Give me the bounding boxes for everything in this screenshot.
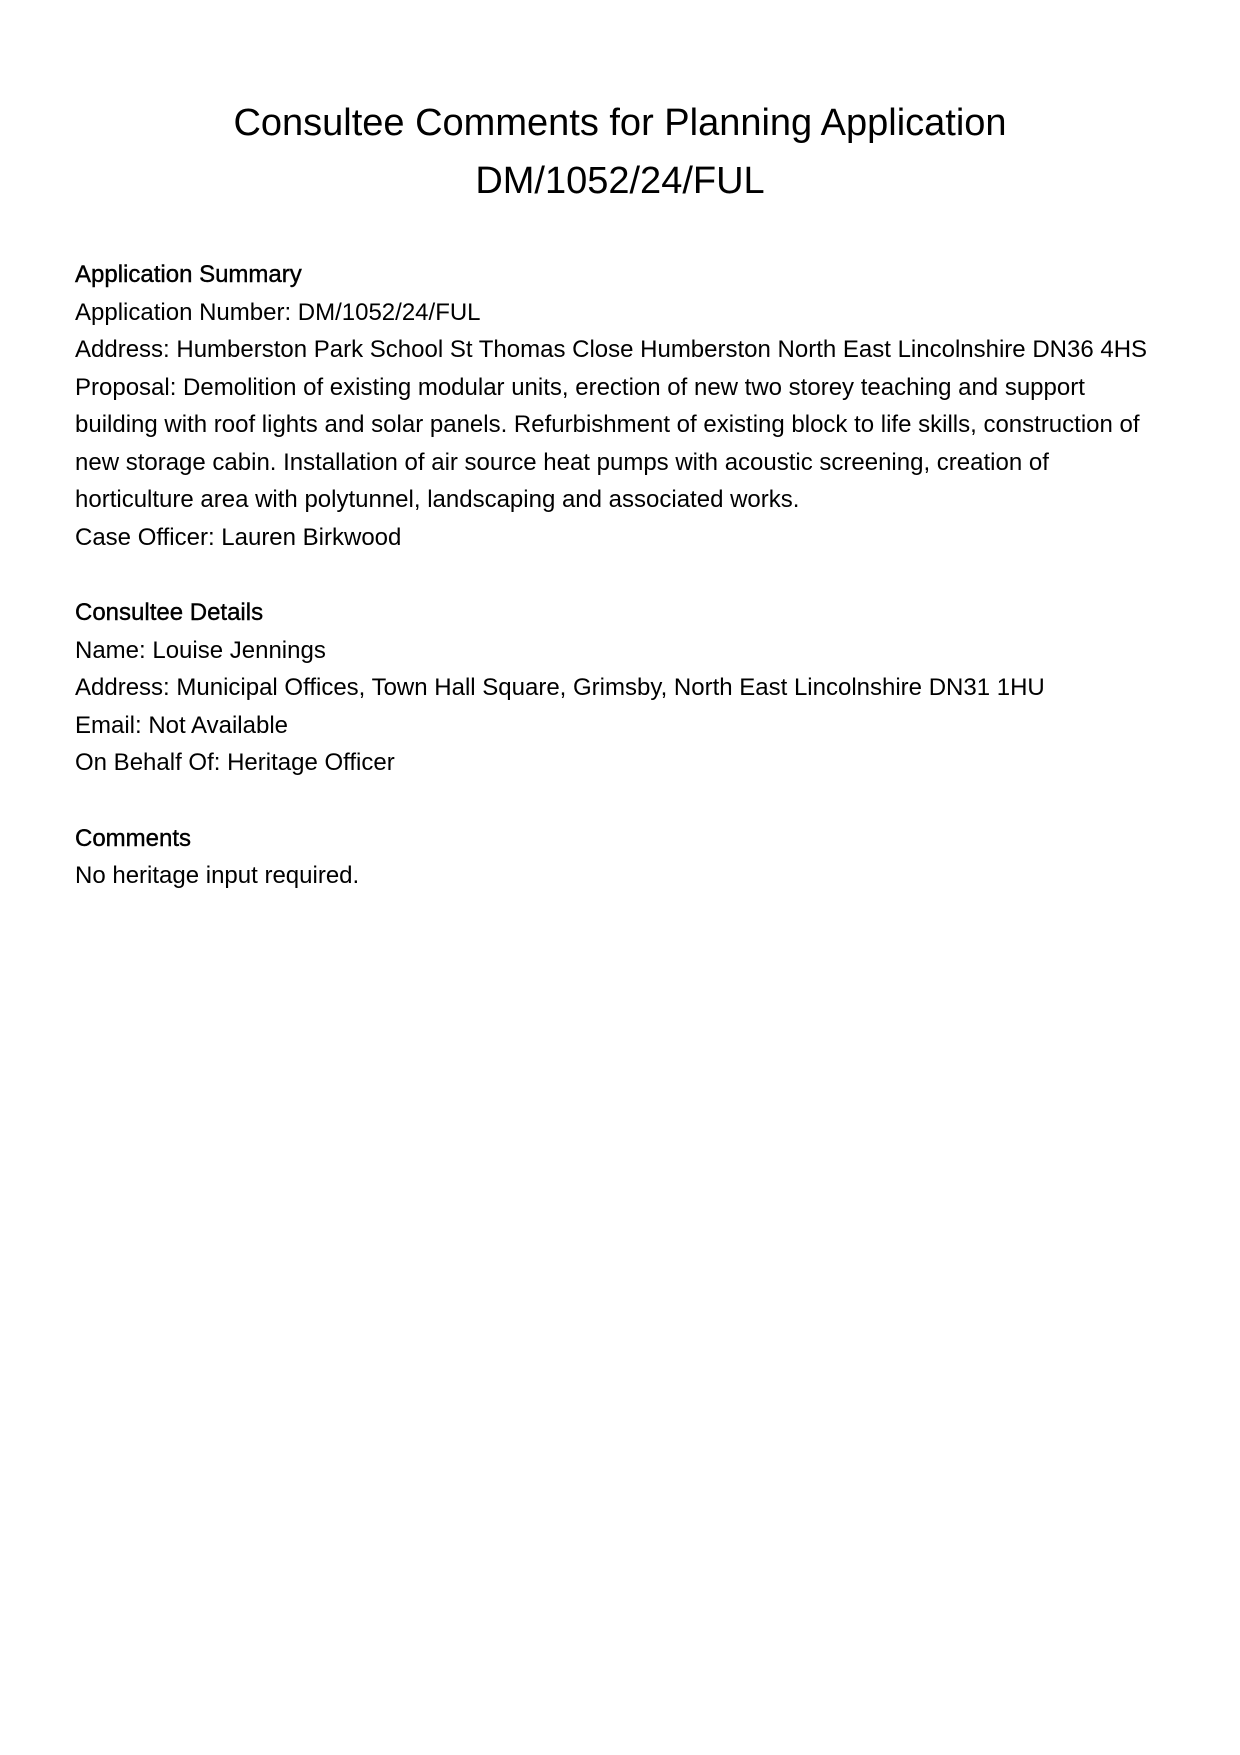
page-title-line-1: Consultee Comments for Planning Application: [233, 102, 1007, 144]
page-title-line-2: DM/1052/24/FUL: [475, 160, 765, 202]
consultee-name: Name: Louise Jennings: [75, 636, 326, 664]
consultee-address: Address: Municipal Offices, Town Hall Square, Grimsby, North East Lincolnshire DN31 1HU: [75, 674, 1045, 701]
comments-text: No heritage input required.: [75, 862, 360, 889]
comments-section: [75, 820, 1165, 895]
consultee-details-section: [75, 594, 1165, 782]
application-summary-heading: Application Summary: [75, 261, 302, 288]
application-number: Application Number: DM/1052/24/FUL: [75, 298, 481, 326]
application-summary-section: [75, 256, 1165, 556]
page-title: [0, 94, 1240, 210]
consultee-email: Email: Not Available: [75, 711, 288, 739]
comments-heading: Comments: [75, 824, 192, 852]
consultee-on-behalf-of: On Behalf Of: Heritage Officer: [75, 749, 395, 776]
application-proposal: Proposal: Demolition of existing modular units, erection of new two storey teaching and support building with roof lights and solar panels. Refurbishment of existing block to life skills, construction of new storage cabin. Installation of air source heat pumps with acoustic screening, creation of horticulture area with polytunnel, landscaping and associated works.: [75, 373, 1140, 513]
document-content: [75, 256, 1165, 933]
consultee-details-heading: Consultee Details: [75, 599, 264, 626]
application-address: Address: Humberston Park School St Thomas Close Humberston North East Lincolnshire DN36 4HS: [75, 336, 1148, 363]
case-officer: Case Officer: Lauren Birkwood: [75, 523, 402, 551]
